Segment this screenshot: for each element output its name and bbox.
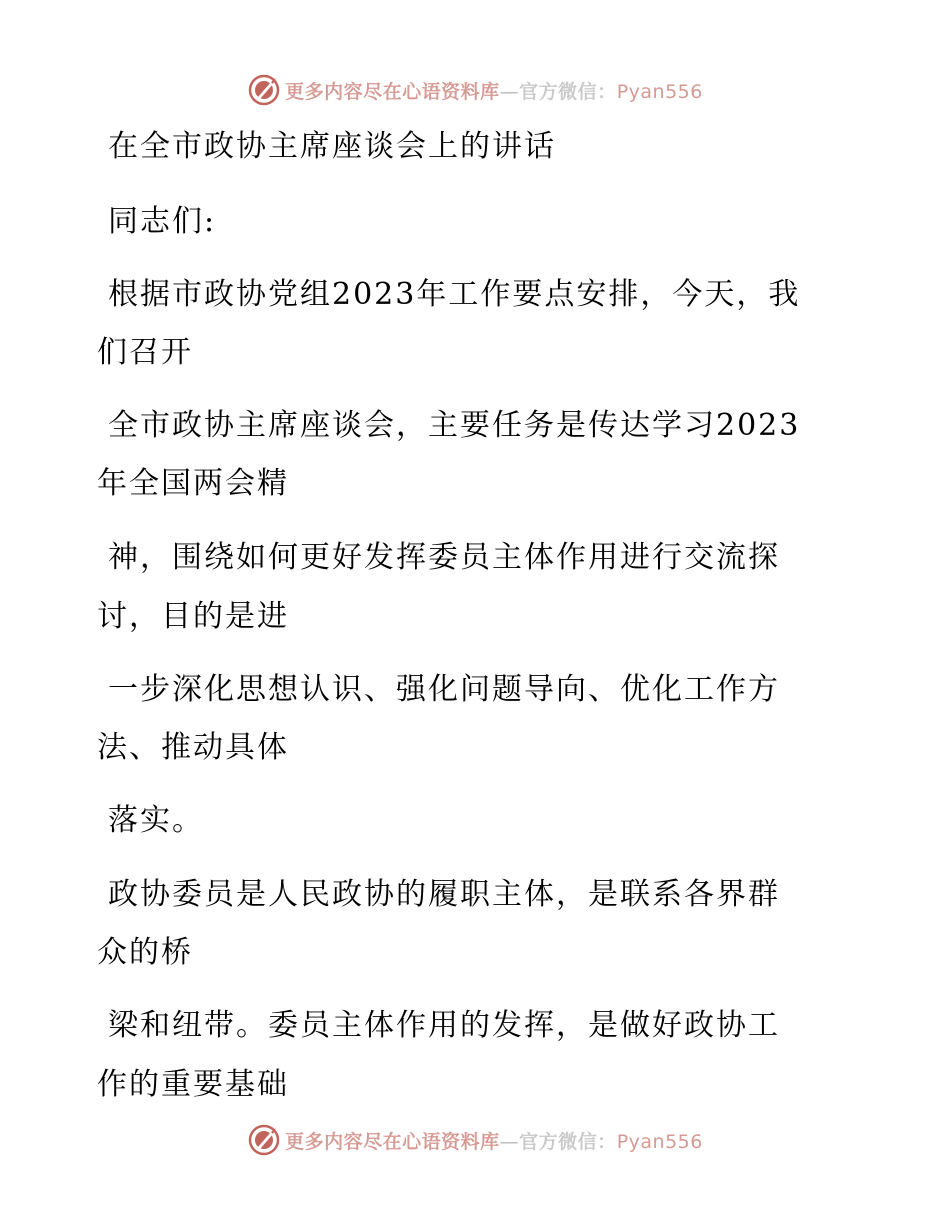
- text-line: 众的桥: [97, 935, 193, 970]
- text-line: 们召开: [97, 335, 193, 370]
- watermark-main: 更多内容尽在心语资料库: [285, 1130, 500, 1153]
- watermark-dash: —: [499, 80, 520, 103]
- salutation: 同志们:: [108, 204, 217, 239]
- watermark-dash: —: [499, 1130, 520, 1153]
- watermark-banner-top: [0, 70, 950, 110]
- watermark-id: Pyan556: [616, 80, 703, 103]
- text-line: 神，围绕如何更好发挥委员主体作用进行交流探: [108, 540, 780, 575]
- watermark-main: 更多内容尽在心语资料库: [285, 80, 500, 103]
- text-line: 根据市政协党组2023年工作要点安排，今天，我: [108, 277, 801, 312]
- quill-seal-icon: [247, 73, 281, 107]
- watermark-label: 官方微信：: [519, 80, 617, 103]
- text-line: 政协委员是人民政协的履职主体，是联系各界群: [108, 877, 780, 912]
- text-line: 梁和纽带。委员主体作用的发挥，是做好政协工: [108, 1008, 780, 1043]
- text-line: 讨，目的是进: [97, 599, 289, 634]
- watermark-banner-bottom: [0, 1120, 950, 1160]
- text-line: 年全国两会精: [97, 466, 289, 501]
- watermark-id: Pyan556: [616, 1130, 703, 1153]
- text-line: 全市政协主席座谈会，主要任务是传达学习2023: [108, 408, 801, 443]
- quill-seal-icon: [247, 1123, 281, 1157]
- document-title: 在全市政协主席座谈会上的讲话: [108, 129, 556, 164]
- watermark-text: [285, 1127, 703, 1154]
- watermark-text: [285, 77, 703, 104]
- watermark-label: 官方微信：: [519, 1130, 617, 1153]
- text-line: 一步深化思想认识、强化问题导向、优化工作方: [108, 672, 780, 707]
- text-line: 法、推动具体: [97, 730, 289, 765]
- text-line: 作的重要基础: [97, 1067, 289, 1102]
- text-line: 落实。: [108, 803, 204, 838]
